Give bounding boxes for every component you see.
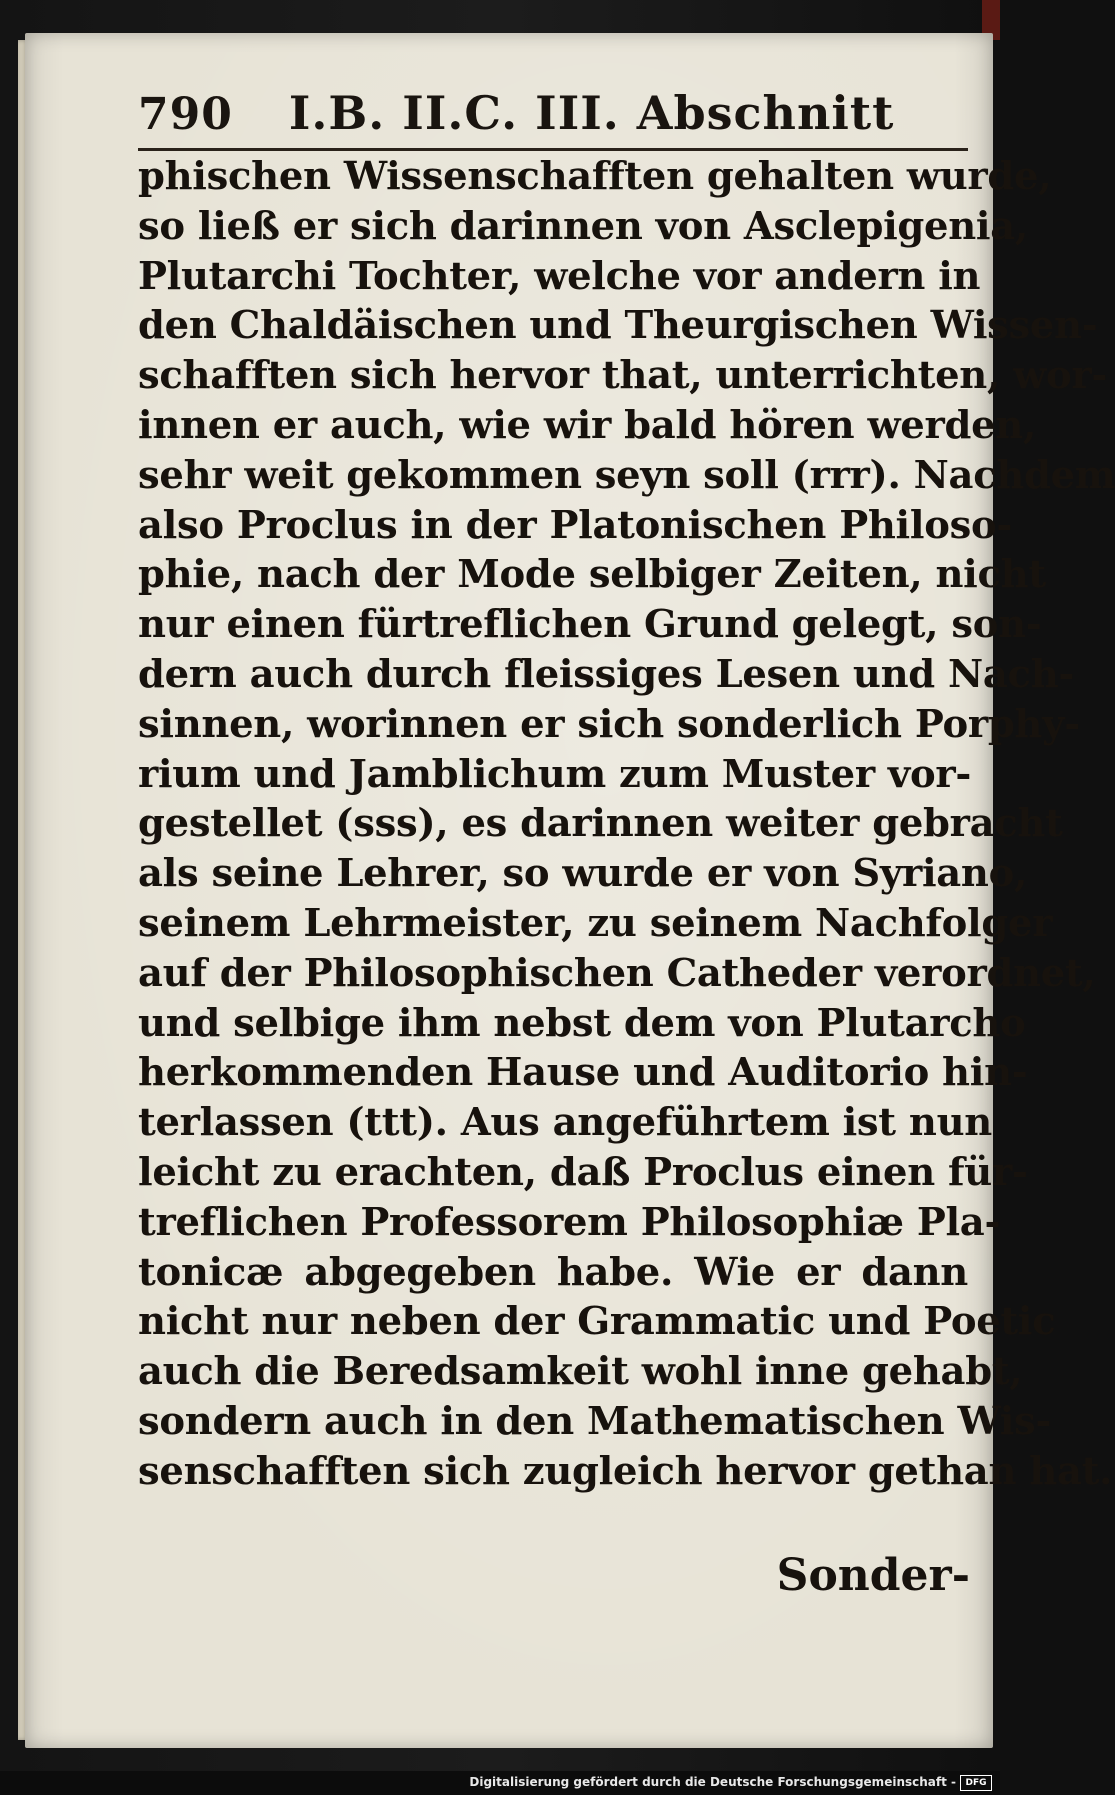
text-line: treflichen Professorem Philosophiæ Pla- <box>138 1199 1001 1245</box>
text-line: auch die Beredsamkeit wohl inne gehabt, <box>138 1349 1023 1395</box>
text-line: tonicæ abgegeben habe. Wie er dann <box>138 1249 968 1295</box>
text-line: nur einen fürtreflichen Grund gelegt, son- <box>138 602 1042 648</box>
text-line: phie, nach der Mode selbiger Zeiten, nicht <box>138 552 1046 598</box>
text-line: terlassen (ttt). Aus angeführtem ist nun <box>138 1100 992 1146</box>
text-line: dern auch durch fleissiges Lesen und Nach- <box>138 651 1075 697</box>
funding-credit: Digitalisierung gefördert durch die Deutsche Forschungsgemeinschaft - <box>469 1775 956 1789</box>
running-head: I.B. II.C. III. Abschnitt <box>288 86 895 140</box>
text-line: auf der Philosophischen Catheder verordnet, <box>138 950 1096 996</box>
page-number: 790 <box>138 89 233 140</box>
text-line: sehr weit gekommen seyn soll (rrr). Nachdem <box>138 452 1115 498</box>
text-line: innen er auch, wie wir bald hören werden, <box>138 402 1037 448</box>
text-line: und selbige ihm nebst dem von Plutarcho <box>138 1000 1026 1046</box>
header-rule <box>138 148 968 151</box>
text-line: phischen Wissenschafften gehalten wurde, <box>138 154 1052 199</box>
text-line: seinem Lehrmeister, zu seinem Nachfolger <box>138 900 1053 946</box>
text-line: also Proclus in der Platonischen Philoso- <box>138 502 1013 548</box>
body-text <box>138 152 1115 1497</box>
text-line: als seine Lehrer, so wurde er von Syriano, <box>138 851 1028 897</box>
text-line: gestellet (sss), es darinnen weiter gebracht <box>138 801 1063 847</box>
text-line: so ließ er sich darinnen von Asclepigenia, <box>138 203 1029 249</box>
text-line: leicht zu erachten, daß Proclus einen für- <box>138 1149 1028 1195</box>
text-line: herkommenden Hause und Auditorio hin- <box>138 1050 1028 1096</box>
text-line: rium und Jamblichum zum Muster vor- <box>138 751 972 797</box>
dfg-logo-icon: DFG <box>960 1775 992 1791</box>
text-line: schafften sich hervor that, unterrichten, wor- <box>138 353 1108 399</box>
text-line: sondern auch in den Mathematischen Wis- <box>138 1398 1052 1444</box>
catchword: Sonder- <box>776 1550 970 1601</box>
text-line: nicht nur neben der Grammatic und Poetic <box>138 1299 1056 1345</box>
text-line: sinnen, worinnen er sich sonderlich Porphy- <box>138 701 1080 747</box>
text-line: Plutarchi Tochter, welche vor andern in <box>138 253 981 299</box>
text-line: den Chaldäischen und Theurgischen Wissen- <box>138 303 1098 349</box>
text-line: senschafften sich zugleich hervor gethan hat. <box>138 1448 1113 1494</box>
page-header <box>138 86 968 146</box>
